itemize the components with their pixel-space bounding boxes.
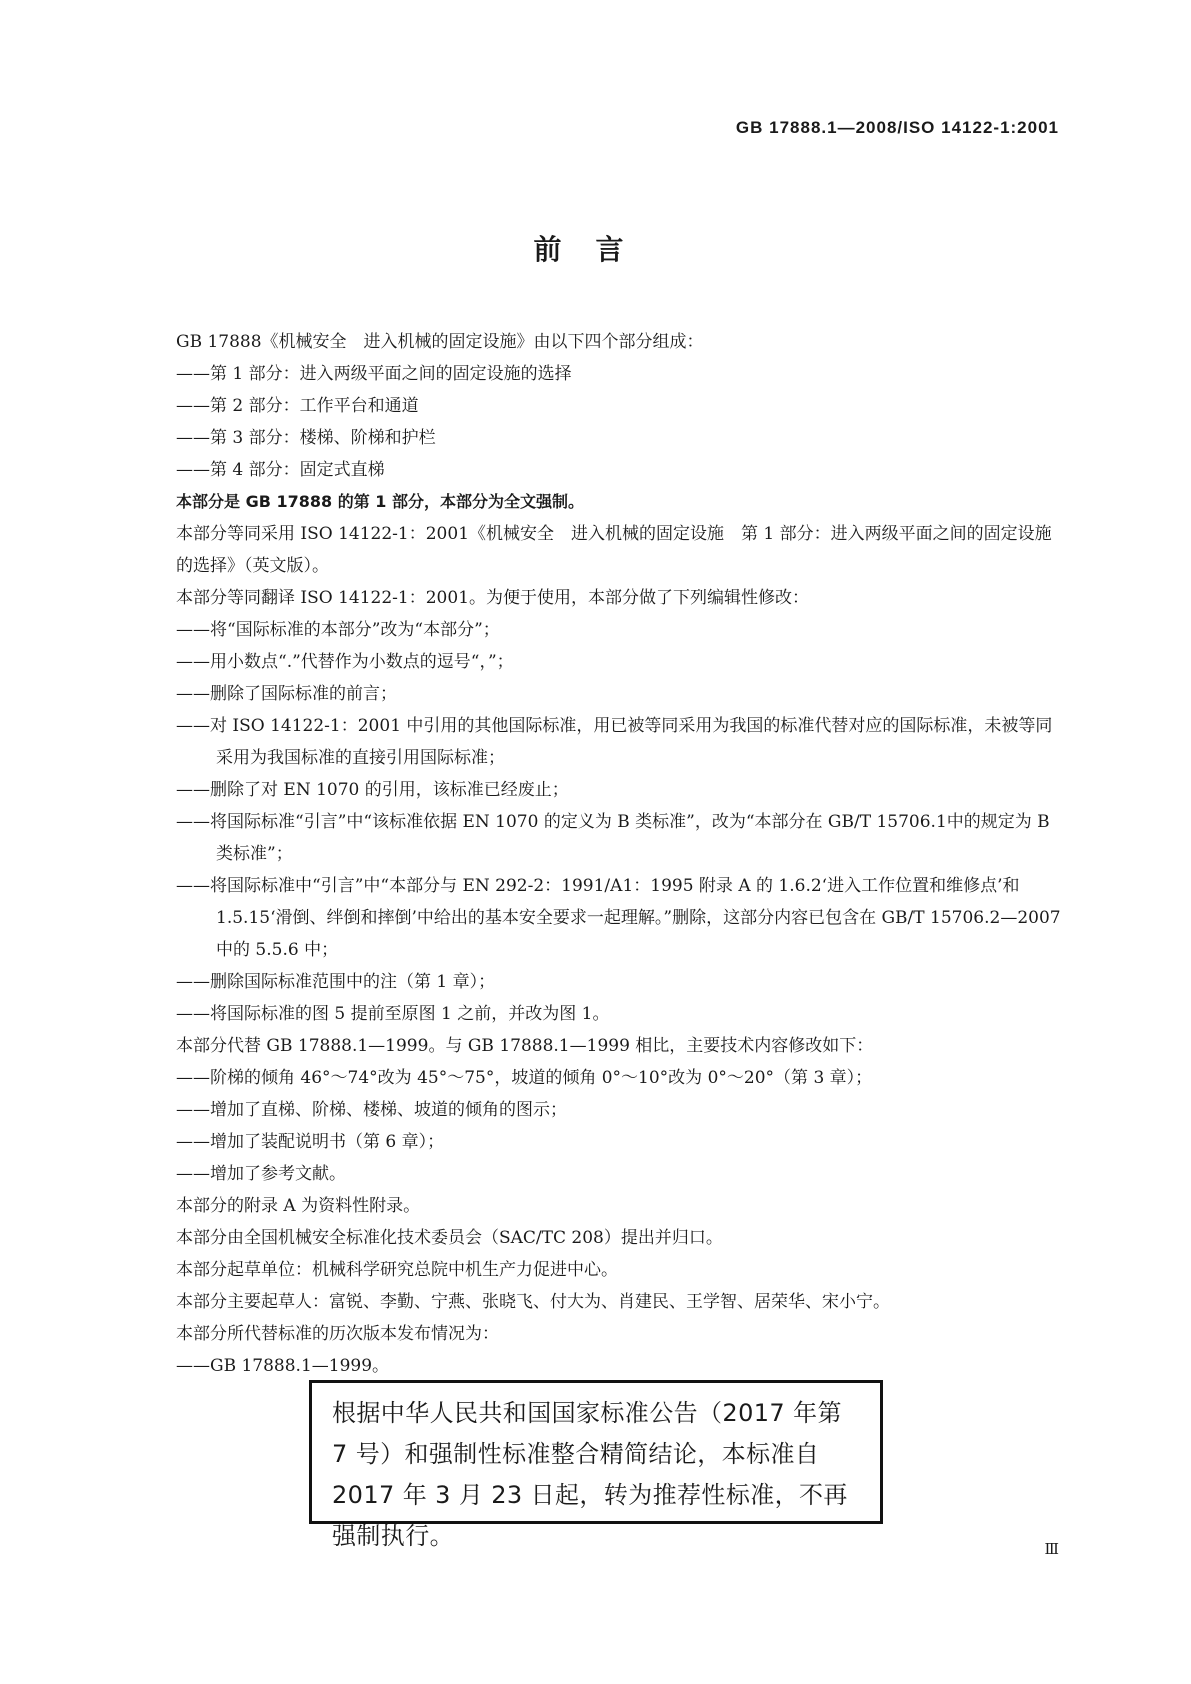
paragraph-adoption: 本部分等同采用 ISO 14122-1：2001《机械安全 进入机械的固定设施 第 1 部分：进入两级平面之间的固定设施的选择》（英文版）。 xyxy=(176,524,1052,576)
part-3-item: ——第 3 部分：楼梯、阶梯和护栏 xyxy=(176,428,436,448)
standard-number-header: GB 17888.1—2008/ISO 14122-1:2001 xyxy=(735,118,1059,137)
notice-box: 根据中华人民共和国国家标准公告（2017 年第 7 号）和强制性标准整合精简结论，本标准自 2017 年 3 月 23 日起，转为推荐性标准，不再强制执行。 xyxy=(309,1380,883,1524)
list-item: ——对 ISO 14122-1：2001 中引用的其他国际标准，用已被等同采用为我国的标准代替对应的国际标准，未被等同采用为我国标准的直接引用国际标准； xyxy=(176,716,1053,768)
list-item: ——删除国际标准范围中的注（第 1 章）； xyxy=(176,972,496,992)
part-4-item: ——第 4 部分：固定式直梯 xyxy=(176,460,385,480)
paragraph-annex: 本部分的附录 A 为资料性附录。 xyxy=(176,1196,421,1216)
part-2-item: ——第 2 部分：工作平台和通道 xyxy=(176,396,419,416)
paragraph-drafters: 本部分主要起草人：富锐、李勤、宁燕、张晓飞、付大为、肖建民、王学智、居荣华、宋小宁。 xyxy=(176,1292,890,1312)
part-1-item: ——第 1 部分：进入两级平面之间的固定设施的选择 xyxy=(176,364,572,384)
paragraph-composition: GB 17888《机械安全 进入机械的固定设施》由以下四个部分组成： xyxy=(176,332,704,352)
list-item: ——GB 17888.1—1999。 xyxy=(176,1356,390,1376)
list-item: ——将“国际标准的本部分”改为“本部分”； xyxy=(176,620,500,640)
list-item: ——删除了国际标准的前言； xyxy=(176,684,397,704)
list-item: ——将国际标准中“引言”中“本部分与 EN 292-2：1991/A1：1995 附录 A 的 1.6.2‘进入工作位置和维修点’和 1.5.15‘滑倒、绊倒和摔倒’中给出的基本安全要求一起理解。”删除，这部分内容已包含在 GB/T 15706.2—2007 中的 5.5.6 中； xyxy=(176,876,1061,960)
paragraph-proposer: 本部分由全国机械安全标准化技术委员会（SAC/TC 208）提出并归口。 xyxy=(176,1228,723,1248)
list-item: ——增加了装配说明书（第 6 章）； xyxy=(176,1132,445,1152)
list-item: ——增加了直梯、阶梯、楼梯、坡道的倾角的图示； xyxy=(176,1100,567,1120)
list-item: ——将国际标准“引言”中“该标准依据 EN 1070 的定义为 B 类标准”，改为“本部分在 GB/T 15706.1中的规定为 B 类标准”； xyxy=(176,812,1050,864)
list-item: ——删除了对 EN 1070 的引用，该标准已经废止； xyxy=(176,780,569,800)
paragraph-drafting-unit: 本部分起草单位：机械科学研究总院中机生产力促进中心。 xyxy=(176,1260,618,1280)
paragraph-translation: 本部分等同翻译 ISO 14122-1：2001。为便于使用，本部分做了下列编辑性修改： xyxy=(176,588,810,608)
list-item: ——用小数点“.”代替作为小数点的逗号“，”； xyxy=(176,652,514,672)
list-item: ——阶梯的倾角 46°～74°改为 45°～75°，坡道的倾角 0°～10°改为 0°～20°（第 3 章）； xyxy=(176,1068,873,1088)
list-item: ——将国际标准的图 5 提前至原图 1 之前，并改为图 1。 xyxy=(176,1004,610,1024)
mandatory-statement: 本部分是 GB 17888 的第 1 部分，本部分为全文强制。 xyxy=(176,492,584,511)
paragraph-history: 本部分所代替标准的历次版本发布情况为： xyxy=(176,1324,499,1344)
list-item: ——增加了参考文献。 xyxy=(176,1164,346,1184)
page-title: 前言 xyxy=(533,233,658,266)
foreword-body xyxy=(176,326,1062,1382)
paragraph-replacement: 本部分代替 GB 17888.1—1999。与 GB 17888.1—1999 相比，主要技术内容修改如下： xyxy=(176,1036,874,1056)
page-number: Ⅲ xyxy=(1044,1540,1059,1558)
